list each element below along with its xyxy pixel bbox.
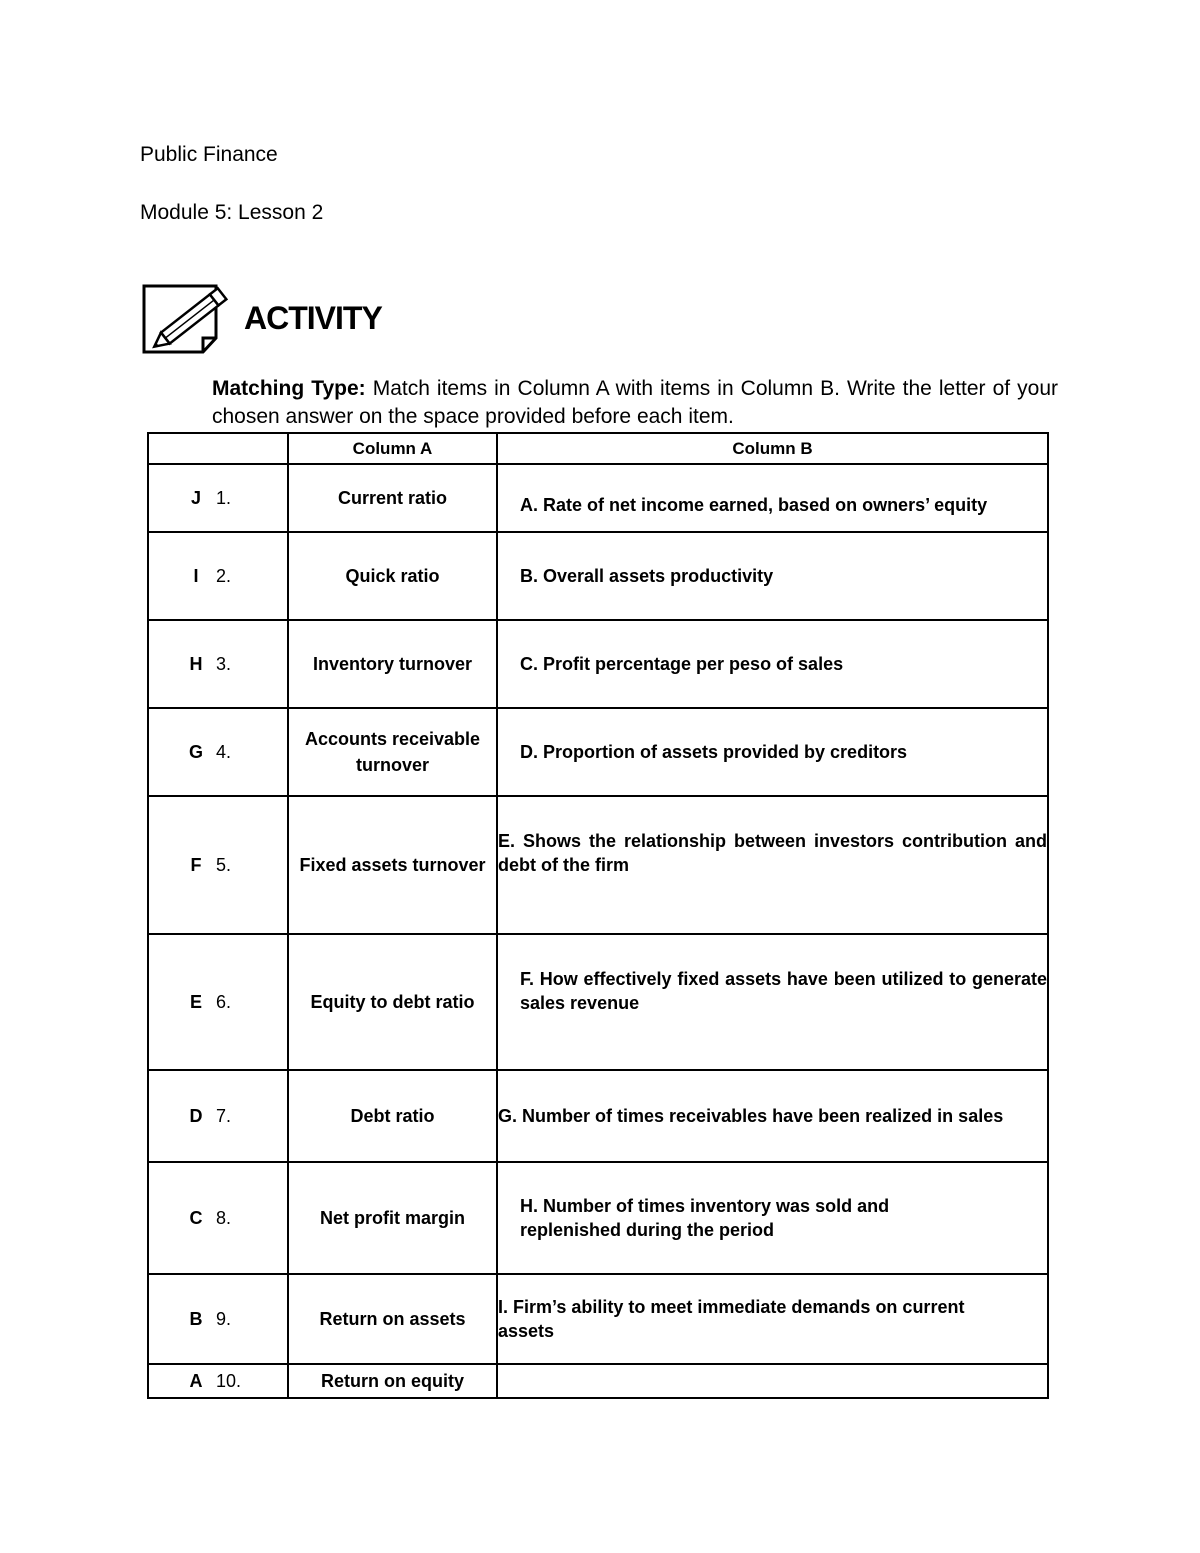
answer-letter: A [189,1370,203,1391]
item-number: 5. [216,854,232,875]
instructions [212,375,1058,431]
item-number: 6. [216,991,232,1012]
answer-letter: H [189,653,203,674]
answer-letter: F [190,854,202,875]
header-column-b: Column B [497,433,1048,464]
answer-letter: G [188,741,203,762]
answer-letter: J [190,487,201,508]
item-number: 4. [216,741,232,762]
column-b-cell: I. Firm’s ability to meet immediate demands on current assets [497,1274,1048,1364]
item-number-cell [148,708,288,796]
column-b-cell: D. Proportion of assets provided by creditors [497,708,1048,796]
answer-letter: B [189,1308,203,1329]
column-b-cell [497,1364,1048,1398]
column-a-cell: Equity to debt ratio [288,934,497,1070]
column-b-cell: B. Overall assets productivity [497,532,1048,620]
table-row [148,796,1048,934]
column-a-cell: Current ratio [288,464,497,532]
answer-letter: D [189,1105,203,1126]
item-number-cell [148,1274,288,1364]
answer-letter: E [189,991,202,1012]
table-row [148,532,1048,620]
table-row [148,464,1048,532]
item-number-cell [148,620,288,708]
table-row [148,934,1048,1070]
instructions-text: Match items in Column A with items in Column B. Write the letter of your chosen answer on the space provided before each item. [212,377,1058,428]
item-number: 9. [216,1308,232,1329]
item-number-cell [148,1162,288,1274]
column-a-cell: Quick ratio [288,532,497,620]
column-a-cell: Return on assets [288,1274,497,1364]
header-number [148,433,288,464]
answer-letter: I [193,565,199,586]
item-number-cell [148,934,288,1070]
table-row [148,620,1048,708]
matching-table [147,432,1049,1399]
column-a-cell: Fixed assets turnover [288,796,497,934]
item-number: 2. [216,565,232,586]
column-a-cell: Accounts receivable turnover [288,708,497,796]
column-a-cell: Debt ratio [288,1070,497,1162]
item-number: 7. [216,1105,232,1126]
item-number-cell [148,796,288,934]
column-b-cell: A. Rate of net income earned, based on owners’ equity [497,464,1048,532]
column-a-cell: Net profit margin [288,1162,497,1274]
table-row [148,1364,1048,1398]
column-a-cell: Return on equity [288,1364,497,1398]
table-row [148,1162,1048,1274]
table-row [148,1070,1048,1162]
table-header-row [148,433,1048,464]
instructions-title: Matching Type: [212,377,366,400]
item-number-cell [148,1364,288,1398]
item-number-cell [148,1070,288,1162]
column-b-cell: F. How effectively fixed assets have been utilized to generate sales revenue [497,934,1048,1070]
item-number-cell [148,464,288,532]
item-number: 10. [216,1370,242,1391]
column-b-cell: G. Number of times receivables have been realized in sales [497,1070,1048,1162]
column-b-cell: E. Shows the relationship between investors contribution and debt of the firm [497,796,1048,934]
table-row [148,1274,1048,1364]
item-number: 1. [216,487,232,508]
pencil-paper-icon [141,283,231,355]
header-column-a: Column A [288,433,497,464]
item-number-cell [148,532,288,620]
course-title: Public Finance [140,143,278,166]
column-a-cell: Inventory turnover [288,620,497,708]
table-row [148,708,1048,796]
activity-heading: ACTIVITY [244,300,382,336]
column-b-cell: H. Number of times inventory was sold and replenished during the period [497,1162,1048,1274]
item-number: 3. [216,653,232,674]
answer-letter: C [189,1207,203,1228]
module-title: Module 5: Lesson 2 [140,201,324,224]
item-number: 8. [216,1207,232,1228]
column-b-cell: C. Profit percentage per peso of sales [497,620,1048,708]
